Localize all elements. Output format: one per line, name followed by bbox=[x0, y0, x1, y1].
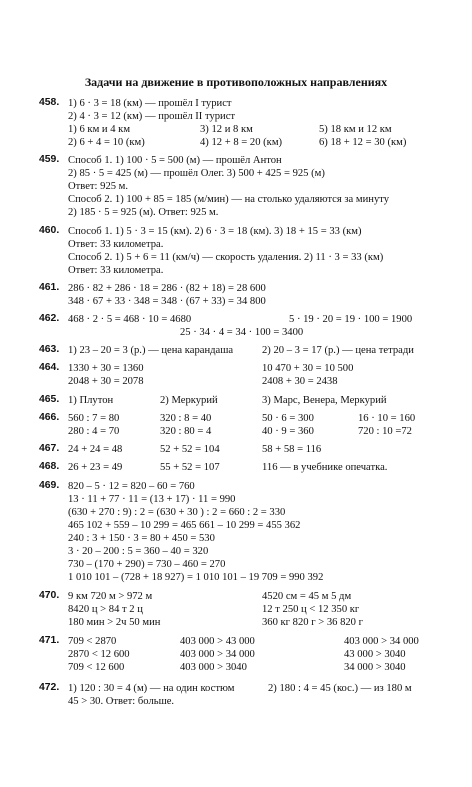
solution-line: 720 : 10 =72 bbox=[358, 426, 412, 437]
solution-line: 1 010 101 – (728 + 18 927) = 1 010 101 – 19 709 = 990 392 bbox=[68, 572, 324, 583]
solution-line: 40 · 9 = 360 bbox=[262, 426, 314, 437]
solution-line: Способ 1. 1) 5 · 3 = 15 (км). 2) 6 · 3 = 18 (км). 3) 18 + 15 = 33 (км) bbox=[68, 226, 362, 237]
problem-number: 464. bbox=[39, 362, 60, 373]
problem-number: 459. bbox=[39, 154, 60, 165]
solution-line: 320 : 8 = 40 bbox=[160, 413, 212, 424]
problem-number: 472. bbox=[39, 682, 60, 693]
problem-number: 468. bbox=[39, 461, 60, 472]
solution-line: 5) 18 км и 12 км bbox=[319, 124, 392, 135]
solution-line: 2) 180 : 4 = 45 (кос.) — из 180 м bbox=[268, 683, 412, 694]
solution-line: 730 – (170 + 290) = 730 – 460 = 270 bbox=[68, 559, 226, 570]
solution-line: 403 000 > 43 000 bbox=[180, 636, 255, 647]
solution-line: 240 : 3 + 150 · 3 = 80 + 450 = 530 bbox=[68, 533, 215, 544]
problem-number: 460. bbox=[39, 225, 60, 236]
solution-line: 13 · 11 + 77 · 11 = (13 + 17) · 11 = 990 bbox=[68, 494, 236, 505]
solution-line: 12 т 250 ц < 12 350 кг bbox=[262, 604, 360, 615]
problem-number: 471. bbox=[39, 635, 60, 646]
problem-number: 463. bbox=[39, 344, 60, 355]
solution-line: 43 000 > 3040 bbox=[344, 649, 406, 660]
solution-line: 5 · 19 · 20 = 19 · 100 = 1900 bbox=[289, 314, 413, 325]
solution-line: Ответ: 925 м. bbox=[68, 181, 129, 192]
solution-line: 3) Марс, Венера, Меркурий bbox=[262, 395, 387, 406]
problem-number: 469. bbox=[39, 480, 60, 491]
solution-line: 1) 120 : 30 = 4 (м) — на один костюм bbox=[68, 683, 235, 694]
solution-line: 3 · 20 – 200 : 5 = 360 – 40 = 320 bbox=[68, 546, 209, 557]
solution-line: 709 < 12 600 bbox=[68, 662, 125, 673]
solution-line: 50 · 6 = 300 bbox=[262, 413, 314, 424]
solution-line: 560 : 7 = 80 bbox=[68, 413, 120, 424]
solution-line: 16 · 10 = 160 bbox=[358, 413, 416, 424]
solution-line: Ответ: 33 километра. bbox=[68, 265, 164, 276]
solution-line: 2) Меркурий bbox=[160, 395, 218, 406]
solution-line: 468 · 2 · 5 = 468 · 10 = 4680 bbox=[68, 314, 192, 325]
problem-number: 465. bbox=[39, 394, 60, 405]
solution-line: 2) 185 · 5 = 925 (м). Ответ: 925 м. bbox=[68, 207, 219, 218]
solution-line: 10 470 + 30 = 10 500 bbox=[262, 363, 354, 374]
solution-line: 8420 ц > 84 т 2 ц bbox=[68, 604, 143, 615]
solution-line: 1) 6 км и 4 км bbox=[68, 124, 131, 135]
solution-line: 403 000 > 34 000 bbox=[180, 649, 255, 660]
solution-line: 1) Плутон bbox=[68, 395, 114, 406]
solution-line: 25 · 34 · 4 = 34 · 100 = 3400 bbox=[180, 327, 304, 338]
solution-line: 26 + 23 = 49 bbox=[68, 462, 123, 473]
solution-line: 4) 12 + 8 = 20 (км) bbox=[200, 137, 283, 148]
solution-line: 4520 см = 45 м 5 дм bbox=[262, 591, 352, 602]
solution-line: (630 + 270 : 9) : 2 = (630 + 30 ) : 2 = 660 : 2 = 330 bbox=[68, 507, 286, 518]
page-heading: Задачи на движение в противоположных направлениях bbox=[84, 75, 388, 89]
solution-line: 2408 + 30 = 2438 bbox=[262, 376, 338, 387]
solution-line: 820 – 5 · 12 = 820 – 60 = 760 bbox=[68, 481, 195, 492]
problem-number: 461. bbox=[39, 282, 60, 293]
solution-line: 2) 85 · 5 = 425 (м) — прошёл Олег. 3) 500 + 425 = 925 (м) bbox=[68, 168, 325, 179]
solution-line: 45 > 30. Ответ: больше. bbox=[68, 696, 175, 707]
solution-line: 2870 < 12 600 bbox=[68, 649, 130, 660]
solution-line: 1) 6 · 3 = 18 (км) — прошёл I турист bbox=[68, 98, 232, 109]
solution-line: 2) 20 – 3 = 17 (р.) — цена тетради bbox=[262, 345, 414, 356]
solution-line: 2) 6 + 4 = 10 (км) bbox=[68, 137, 145, 148]
solution-line: Способ 2. 1) 5 + 6 = 11 (км/ч) — скорость удаления. 2) 11 · 3 = 33 (км) bbox=[68, 252, 384, 263]
solution-line: 34 000 > 3040 bbox=[344, 662, 406, 673]
problem-number: 470. bbox=[39, 590, 60, 601]
solution-line: 360 кг 820 г > 36 820 г bbox=[262, 617, 363, 628]
solution-line: 1330 + 30 = 1360 bbox=[68, 363, 144, 374]
solution-line: 320 : 80 = 4 bbox=[160, 426, 212, 437]
solution-line: 403 000 > 3040 bbox=[180, 662, 247, 673]
solution-line: 2) 4 · 3 = 12 (км) — прошёл II турист bbox=[68, 111, 236, 122]
solution-line: 55 + 52 = 107 bbox=[160, 462, 220, 473]
solution-line: 3) 12 и 8 км bbox=[200, 124, 253, 135]
solution-line: 403 000 > 34 000 bbox=[344, 636, 419, 647]
solution-line: 9 км 720 м > 972 м bbox=[68, 591, 153, 602]
problem-number: 462. bbox=[39, 313, 60, 324]
solution-line: Способ 2. 1) 100 + 85 = 185 (м/мин) — на столько удаляются за минуту bbox=[68, 194, 390, 205]
solution-line: 465 102 + 559 – 10 299 = 465 661 – 10 299 = 455 362 bbox=[68, 520, 301, 531]
solution-line: 58 + 58 = 116 bbox=[262, 444, 322, 455]
solution-line: 24 + 24 = 48 bbox=[68, 444, 123, 455]
problem-number: 467. bbox=[39, 443, 60, 454]
solution-line: 1) 23 – 20 = 3 (р.) — цена карандаша bbox=[68, 345, 234, 356]
solution-line: Способ 1. 1) 100 · 5 = 500 (м) — прошёл Антон bbox=[68, 155, 282, 166]
solution-line: 52 + 52 = 104 bbox=[160, 444, 220, 455]
problem-number: 458. bbox=[39, 97, 60, 108]
problem-number: 466. bbox=[39, 412, 60, 423]
solution-line: 6) 18 + 12 = 30 (км) bbox=[319, 137, 407, 148]
solution-line: 2048 + 30 = 2078 bbox=[68, 376, 144, 387]
solution-line: Ответ: 33 километра. bbox=[68, 239, 164, 250]
solution-line: 348 · 67 + 33 · 348 = 348 · (67 + 33) = 34 800 bbox=[68, 296, 266, 307]
solution-line: 180 мин > 2ч 50 мин bbox=[68, 617, 161, 628]
solution-line: 709 < 2870 bbox=[68, 636, 117, 647]
solution-line: 286 · 82 + 286 · 18 = 286 · (82 + 18) = 28 600 bbox=[68, 283, 266, 294]
solution-line: 280 : 4 = 70 bbox=[68, 426, 120, 437]
solution-line: 116 — в учебнике опечатка. bbox=[262, 462, 388, 473]
